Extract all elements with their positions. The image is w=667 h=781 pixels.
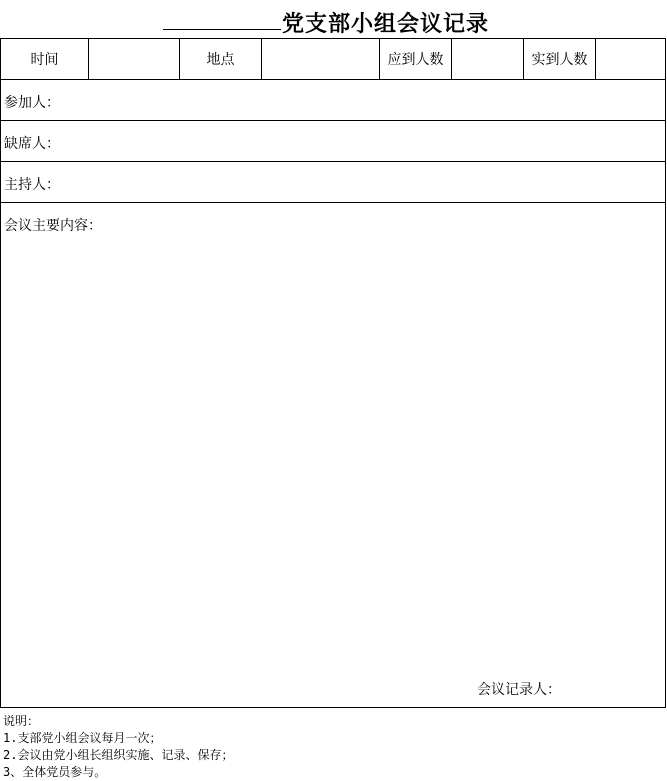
instructions-heading: 说明： [3,714,40,728]
party-branch-name-blank[interactable] [163,29,281,30]
host-label: 主持人： [4,177,60,193]
participants-label: 参加人： [4,95,60,111]
meeting-record-form [0,38,666,708]
location-field[interactable] [262,39,380,79]
meeting-content-label: 会议主要内容： [4,218,102,234]
instruction-item: 1.支部党小组会议每月一次； [3,731,162,745]
time-label: 时间 [1,39,89,79]
expected-attendance-field[interactable] [452,39,524,79]
instruction-item: 2.会议由党小组长组织实施、记录、保存； [3,748,234,762]
absentees-row[interactable] [1,121,665,162]
expected-attendance-label: 应到人数 [380,39,452,79]
participants-row[interactable] [1,80,665,121]
absentees-label: 缺席人： [4,136,60,152]
instruction-item: 3、全体党员参与。 [3,765,107,779]
host-row[interactable] [1,162,665,203]
location-label: 地点 [180,39,262,79]
recorder-label: 会议记录人： [477,682,561,698]
page-title: 党支部小组会议记录 [282,11,490,37]
title-area [0,4,667,37]
meeting-info-row [1,39,665,80]
actual-attendance-label: 实到人数 [524,39,596,79]
instructions [3,713,233,781]
meeting-content-area[interactable] [1,203,665,707]
actual-attendance-field[interactable] [596,39,665,79]
time-field[interactable] [89,39,180,79]
